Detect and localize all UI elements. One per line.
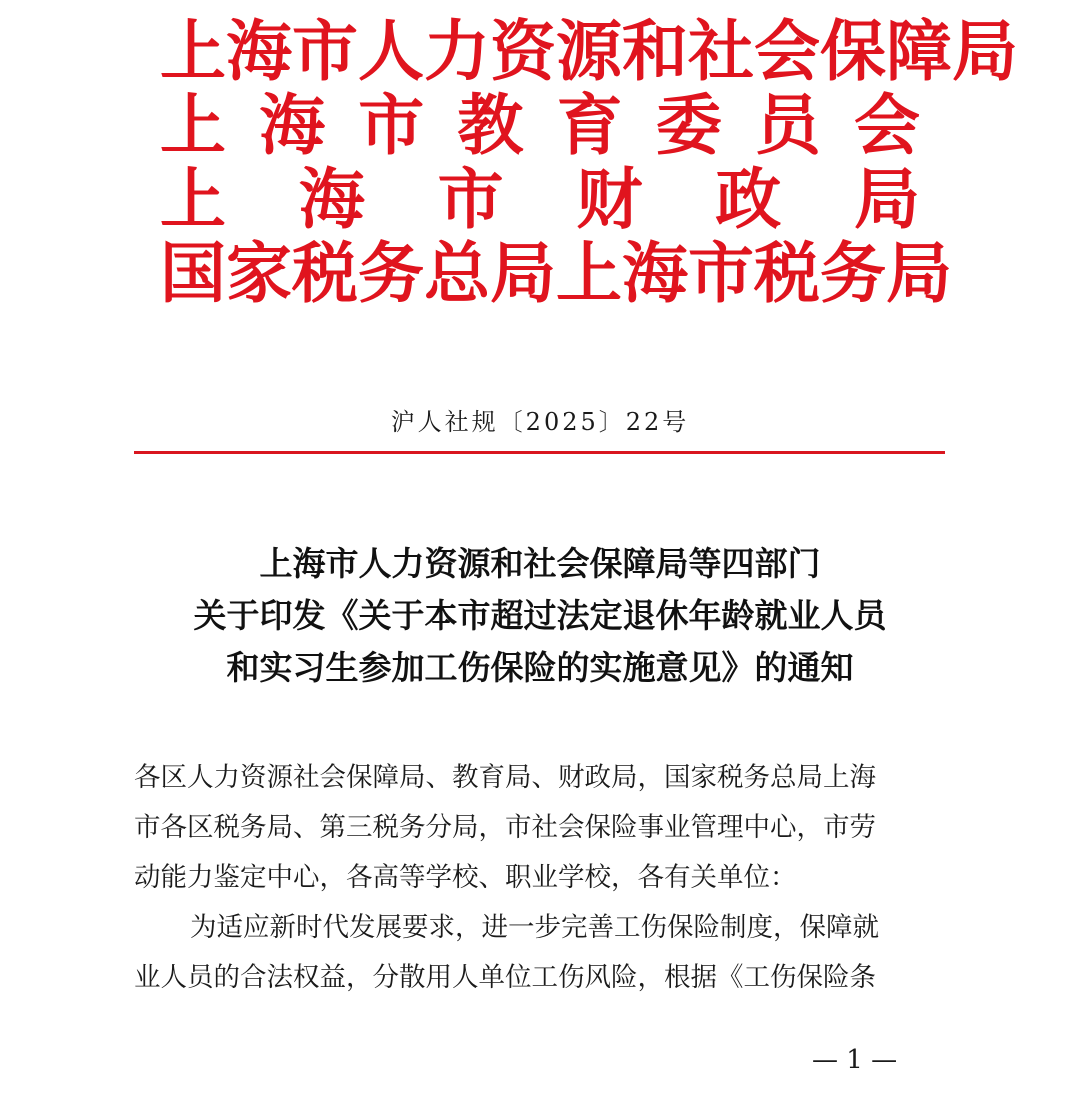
recipients-line: 各区人力资源社会保障局、教育局、财政局，国家税务总局上海 (134, 762, 876, 793)
header-char: 务 (358, 234, 424, 312)
recipients-line: 动能力鉴定中心，各高等学校、职业学校，各有关单位： (134, 862, 797, 893)
header-char: 市 (358, 86, 425, 164)
header-char: 源 (556, 12, 622, 90)
header-char: 上 (160, 12, 226, 90)
header-char: 和 (622, 12, 688, 90)
paragraph-line: 业人员的合法权益，分散用人单位工伤风险，根据《工伤保险条 (134, 962, 876, 993)
title-line: 和实习生参加工伤保险的实施意见》的通知 (226, 648, 854, 687)
header-char: 税 (292, 234, 358, 312)
header-char: 国 (160, 234, 226, 312)
header-char: 社 (688, 12, 754, 90)
header-char: 海 (298, 160, 365, 238)
header-char: 委 (655, 86, 722, 164)
header-char: 会 (853, 86, 920, 164)
document-body (134, 753, 946, 1003)
header-char: 总 (424, 234, 490, 312)
header-char: 会 (754, 12, 820, 90)
header-char: 资 (490, 12, 556, 90)
title-line: 关于印发《关于本市超过法定退休年龄就业人员 (193, 596, 887, 635)
header-char: 局 (490, 234, 556, 312)
header-char: 障 (886, 12, 952, 90)
header-char: 上 (160, 86, 226, 164)
header-char: 上 (160, 160, 226, 238)
recipients-line: 市各区税务局、第三税务分局，市社会保险事业管理中心，市劳 (134, 812, 876, 843)
header-char: 市 (292, 12, 358, 90)
header-line-3 (160, 162, 920, 236)
red-divider-line (134, 451, 945, 454)
header-char: 教 (457, 86, 524, 164)
header-line-1 (160, 12, 1018, 90)
header-char: 市 (688, 234, 754, 312)
header-char: 局 (952, 12, 1018, 90)
title-line: 上海市人力资源和社会保障局等四部门 (259, 544, 821, 583)
document-number: 沪人社规〔2025〕22号 (390, 408, 690, 436)
paragraph-line: 为适应新时代发展要求，进一步完善工伤保险制度，保障就 (190, 912, 879, 943)
header-char: 海 (226, 12, 292, 90)
header-char: 育 (556, 86, 623, 164)
header-char: 海 (622, 234, 688, 312)
header-char: 税 (754, 234, 820, 312)
header-char: 财 (576, 160, 643, 238)
page-number: — 1 — (812, 1045, 898, 1075)
header-char: 人 (358, 12, 424, 90)
header-char: 保 (820, 12, 886, 90)
issuing-agencies-header (160, 12, 1018, 312)
header-char: 务 (820, 234, 886, 312)
header-line-2 (160, 88, 920, 162)
header-line-4 (160, 234, 952, 312)
header-char: 政 (715, 160, 782, 238)
header-char: 家 (226, 234, 292, 312)
header-char: 海 (259, 86, 326, 164)
header-char: 局 (886, 234, 952, 312)
header-char: 局 (853, 160, 920, 238)
header-char: 市 (437, 160, 504, 238)
header-char: 员 (754, 86, 821, 164)
document-title (0, 538, 1080, 694)
header-char: 上 (556, 234, 622, 312)
header-char: 力 (424, 12, 490, 90)
